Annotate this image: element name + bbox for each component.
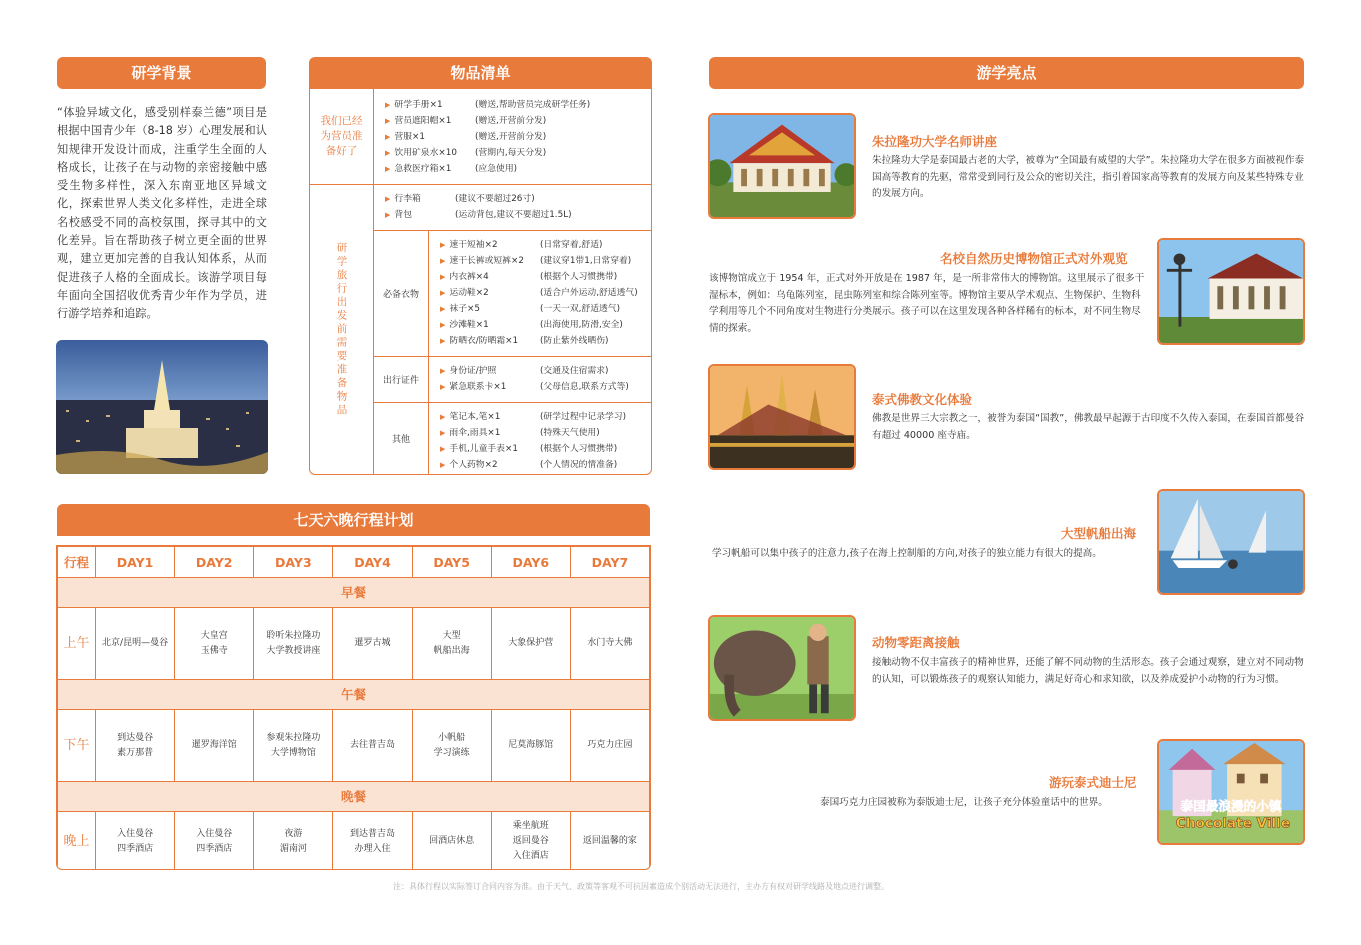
packing-item (385, 161, 518, 177)
schedule-cell: 回酒店休息 (412, 812, 491, 871)
packing-item-name: 运动鞋×2 (449, 288, 489, 298)
packing-item-note: (建议不要超过26寸) (455, 194, 535, 204)
schedule-cell: 参观朱拉隆功 大学博物馆 (254, 710, 333, 782)
packing-item (440, 425, 600, 441)
highlight-title: 朱拉隆功大学名师讲座 (872, 134, 998, 149)
packing-item-note: (应急使用) (475, 164, 518, 174)
packing-item-note: (特殊天气使用) (540, 428, 600, 438)
bullet-icon: ▶ (385, 101, 391, 109)
packing-item-name: 饮用矿泉水×10 (394, 148, 457, 158)
schedule-cell: 大型 帆船出海 (412, 608, 491, 680)
highlight-title: 游玩泰式迪士尼 (1049, 775, 1137, 790)
schedule-cell: 巧克力庄园 (570, 710, 649, 782)
museum-photo (1157, 238, 1305, 345)
schedule-footnote: 注：具体行程以实际签订合同内容为准。由于天气、政策等客观不可抗因素造成个别活动无法进行，主办方有权对研学线路及地点进行调整。 (393, 882, 889, 891)
background-header: 研学背景 (57, 57, 266, 89)
packing-item-note: (研学过程中记录学习) (540, 412, 627, 422)
bullet-icon: ▶ (385, 117, 391, 125)
bullet-icon: ▶ (440, 305, 446, 313)
bullet-icon: ▶ (440, 257, 446, 265)
bangkok-night-photo (56, 340, 268, 474)
packing-item-name: 营服×1 (394, 132, 425, 142)
day-header: DAY7 (570, 547, 649, 578)
packing-item-note: (出海使用,防滑,安全) (540, 320, 623, 330)
packing-item (440, 253, 632, 269)
packing-item-note: (防止紫外线晒伤) (540, 336, 609, 346)
bullet-icon: ▶ (440, 289, 446, 297)
packing-item (440, 409, 627, 425)
packing-item (385, 129, 547, 145)
elephant-photo (708, 615, 856, 721)
bullet-icon: ▶ (440, 383, 446, 391)
packing-item-note: (运动背包,建议不要超过1.5L) (455, 210, 572, 220)
schedule-cell: 乘坐航班 返回曼谷 入住酒店 (491, 812, 570, 871)
schedule-cell: 夜游 湄南河 (254, 812, 333, 871)
temple-photo (708, 364, 856, 470)
schedule-cell: 去往普吉岛 (333, 710, 412, 782)
packing-list (309, 88, 652, 475)
packing-item-note: (交通及住宿需求) (540, 366, 609, 376)
highlight-title: 动物零距离接触 (872, 635, 960, 650)
packing-item-name: 袜子×5 (449, 304, 480, 314)
packing-item-name: 沙滩鞋×1 (449, 320, 489, 330)
other-label: 其他 (391, 435, 410, 445)
schedule-cell: 暹罗古城 (333, 608, 412, 680)
highlight-title: 大型帆船出海 (1061, 526, 1137, 541)
packing-item-note: (日常穿着,舒适) (540, 240, 603, 250)
bullet-icon: ▶ (440, 413, 446, 421)
packing-item (385, 191, 535, 207)
dinner-row: 晚餐 (58, 782, 650, 812)
disney-sign-text-en: Chocolate Ville (1175, 815, 1291, 832)
packing-item (440, 269, 618, 285)
bullet-icon: ▶ (440, 241, 446, 249)
packing-item-name: 防晒衣/防晒霜×1 (449, 336, 519, 346)
packing-item (385, 113, 547, 129)
packing-item-note: (赠送,帮助营员完成研学任务) (475, 100, 591, 110)
packing-item (440, 301, 621, 317)
packing-item (440, 379, 629, 395)
packing-item-name: 行李箱 (394, 194, 421, 204)
schedule-cell: 尼莫海豚馆 (491, 710, 570, 782)
university-photo (708, 113, 856, 219)
provided-label: 我们已经为营员准备好了 (310, 89, 374, 184)
packing-item (440, 333, 609, 349)
packing-item-note: (赠送,开营前分发) (475, 116, 547, 126)
day-header: DAY6 (491, 547, 570, 578)
disney-sign-text: 泰国最浪漫的小镇 (1180, 798, 1282, 814)
day-header: DAY4 (333, 547, 412, 578)
schedule-cell: 到达普吉岛 办理入住 (333, 812, 412, 871)
highlight-desc: 朱拉隆功大学是泰国最古老的大学，被尊为“全国最有威望的大学”。朱拉隆功大学在很多方面被视作泰国高等教育的先驱，常常受到同行及公众的密切关注，指引着国家高等教育的发展方向及某些特殊专业的发展方向。 (872, 155, 1305, 199)
breakfast-row: 早餐 (58, 578, 650, 608)
highlight-desc: 学习帆船可以集中孩子的注意力,孩子在海上控制船的方向,对孩子的独立能力有很大的提高。 (712, 548, 1102, 559)
schedule-corner: 行程 (58, 547, 96, 578)
packing-item-note: (个人情况的情准备) (540, 460, 618, 470)
packing-item-name: 紧急联系卡×1 (449, 382, 507, 392)
schedule-cell: 入住曼谷 四季酒店 (96, 812, 175, 871)
packing-item-note: (根据个人习惯携带) (540, 272, 618, 282)
packing-item-note: (建议穿1带1,日常穿着) (540, 256, 632, 266)
packing-item (440, 237, 603, 253)
day-header: DAY2 (175, 547, 254, 578)
schedule-cell: 聆听朱拉隆功 大学教授讲座 (254, 608, 333, 680)
packing-item (440, 317, 623, 333)
schedule-header: 七天六晚行程计划 (57, 504, 650, 536)
highlight-desc: 该博物馆成立于 1954 年，正式对外开放是在 1987 年，是一所非常伟大的博物馆。这里展示了很多干湿标本，例如：乌龟陈列室，昆虫陈列室和综合陈列室等。博物馆主要从学术观点、生物保护、生物科学利用等几个不同角度对生物进行分类展示。孩子可以在这里发现各种各样稀有的标本，对不同生物尽情的探索。 (709, 273, 1145, 334)
docs-label: 出行证件 (382, 375, 419, 386)
schedule-cell: 小帆船 学习演练 (412, 710, 491, 782)
packing-item (440, 457, 618, 473)
lunch-row: 午餐 (58, 680, 650, 710)
schedule-cell: 暹罗海洋馆 (175, 710, 254, 782)
highlight-title: 泰式佛教文化体验 (872, 392, 973, 407)
schedule-cell: 到达曼谷 素万那普 (96, 710, 175, 782)
packing-item-name: 内衣裤×4 (449, 272, 489, 282)
clothing-label: 必备衣物 (382, 289, 419, 300)
packing-item-name: 营员遮阳帽×1 (394, 116, 452, 126)
packing-item-name: 速干短袖×2 (449, 240, 498, 250)
afternoon-label: 下午 (58, 710, 96, 782)
highlights-header: 游学亮点 (709, 57, 1304, 89)
bullet-icon: ▶ (440, 429, 446, 437)
background-text: “体验异域文化，感受别样泰兰德”项目是根据中国青少年（8-18 岁）心理发展和认知规律开发设计而成，注重学生全面的人格成长，让孩子在与动物的亲密接触中感受生物多样性，深入东南亚地区异域文化，探索世界人类文化多样性，走进全球名校感受不同的高校氛围，探寻其中的文化差异。旨在帮助孩子树立更全面的世界观，建立更加完善的自我认知体系，从而促进孩子人格的全面成长。该游学项目每年面向全国招收优秀青少年作为学员，进行游学培养和追踪。 (57, 106, 267, 321)
chocolate-ville-photo (1157, 739, 1305, 845)
packing-item-name: 背包 (394, 210, 412, 220)
bullet-icon: ▶ (440, 273, 446, 281)
packing-item (385, 97, 591, 113)
packing-item-note: (赠送,开营前分发) (475, 132, 547, 142)
packing-item-note: (适合户外运动,舒适透气) (540, 288, 638, 298)
packing-item (385, 145, 547, 161)
bullet-icon: ▶ (385, 133, 391, 141)
schedule-cell: 入住曼谷 四季酒店 (175, 812, 254, 871)
packing-item-name: 研学手册×1 (394, 100, 443, 110)
packing-item-note: (父母信息,联系方式等) (540, 382, 629, 392)
packing-header: 物品清单 (309, 57, 652, 89)
bullet-icon: ▶ (385, 211, 391, 219)
schedule-table (56, 545, 651, 870)
bullet-icon: ▶ (440, 337, 446, 345)
packing-item (440, 285, 638, 301)
schedule-cell: 水门寺大佛 (570, 608, 649, 680)
schedule-cell: 大皇宫 玉佛寺 (175, 608, 254, 680)
packing-item-name: 雨伞,雨具×1 (449, 428, 501, 438)
packing-item-name: 手机,儿童手表×1 (449, 444, 518, 454)
bullet-icon: ▶ (440, 445, 446, 453)
packing-item-note: (营期内,每天分发) (475, 148, 547, 158)
bullet-icon: ▶ (385, 165, 391, 173)
packing-item-name: 笔记本,笔×1 (449, 412, 501, 422)
highlight-desc: 泰国巧克力庄园被称为泰版迪士尼，让孩子充分体验童话中的世界。 (820, 797, 1108, 808)
packing-item-note: (一天一双,舒适透气) (540, 304, 621, 314)
sailing-photo (1157, 489, 1305, 595)
schedule-cell: 返回温馨的家 (570, 812, 649, 871)
prepare-label: 研学旅行出发前需要准备物品 (310, 185, 374, 475)
bullet-icon: ▶ (440, 461, 446, 469)
packing-item-name: 身份证/护照 (449, 366, 497, 376)
highlight-title: 名校自然历史博物馆正式对外观览 (940, 251, 1128, 266)
bullet-icon: ▶ (385, 149, 391, 157)
packing-item-note: (根据个人习惯携带) (540, 444, 618, 454)
packing-item-name: 急救医疗箱×1 (394, 164, 452, 174)
evening-label: 晚上 (58, 812, 96, 871)
bullet-icon: ▶ (385, 195, 391, 203)
highlight-desc: 接触动物不仅丰富孩子的精神世界，还能了解不同动物的生活形态。孩子会通过观察，建立对不同动物的认知，可以锻炼孩子的观察认知能力，满足好奇心和求知欲，以及养成爱护小动物的行为习惯。 (872, 657, 1304, 685)
morning-label: 上午 (58, 608, 96, 680)
bullet-icon: ▶ (440, 321, 446, 329)
packing-item (385, 207, 572, 223)
packing-item-name: 个人药物×2 (449, 460, 498, 470)
packing-item-name: 速干长裤或短裤×2 (449, 256, 524, 266)
day-header: DAY1 (96, 547, 175, 578)
packing-item (440, 363, 609, 379)
bullet-icon: ▶ (440, 367, 446, 375)
day-header: DAY5 (412, 547, 491, 578)
highlight-desc: 佛教是世界三大宗教之一，被誉为泰国“国教”，佛教最早起源于古印度不久传入泰国，在泰国首都曼谷有超过 40000 座寺庙。 (872, 413, 1305, 441)
schedule-cell: 北京/昆明—曼谷 (96, 608, 175, 680)
schedule-cell: 大象保护营 (491, 608, 570, 680)
day-header: DAY3 (254, 547, 333, 578)
packing-item (440, 441, 618, 457)
